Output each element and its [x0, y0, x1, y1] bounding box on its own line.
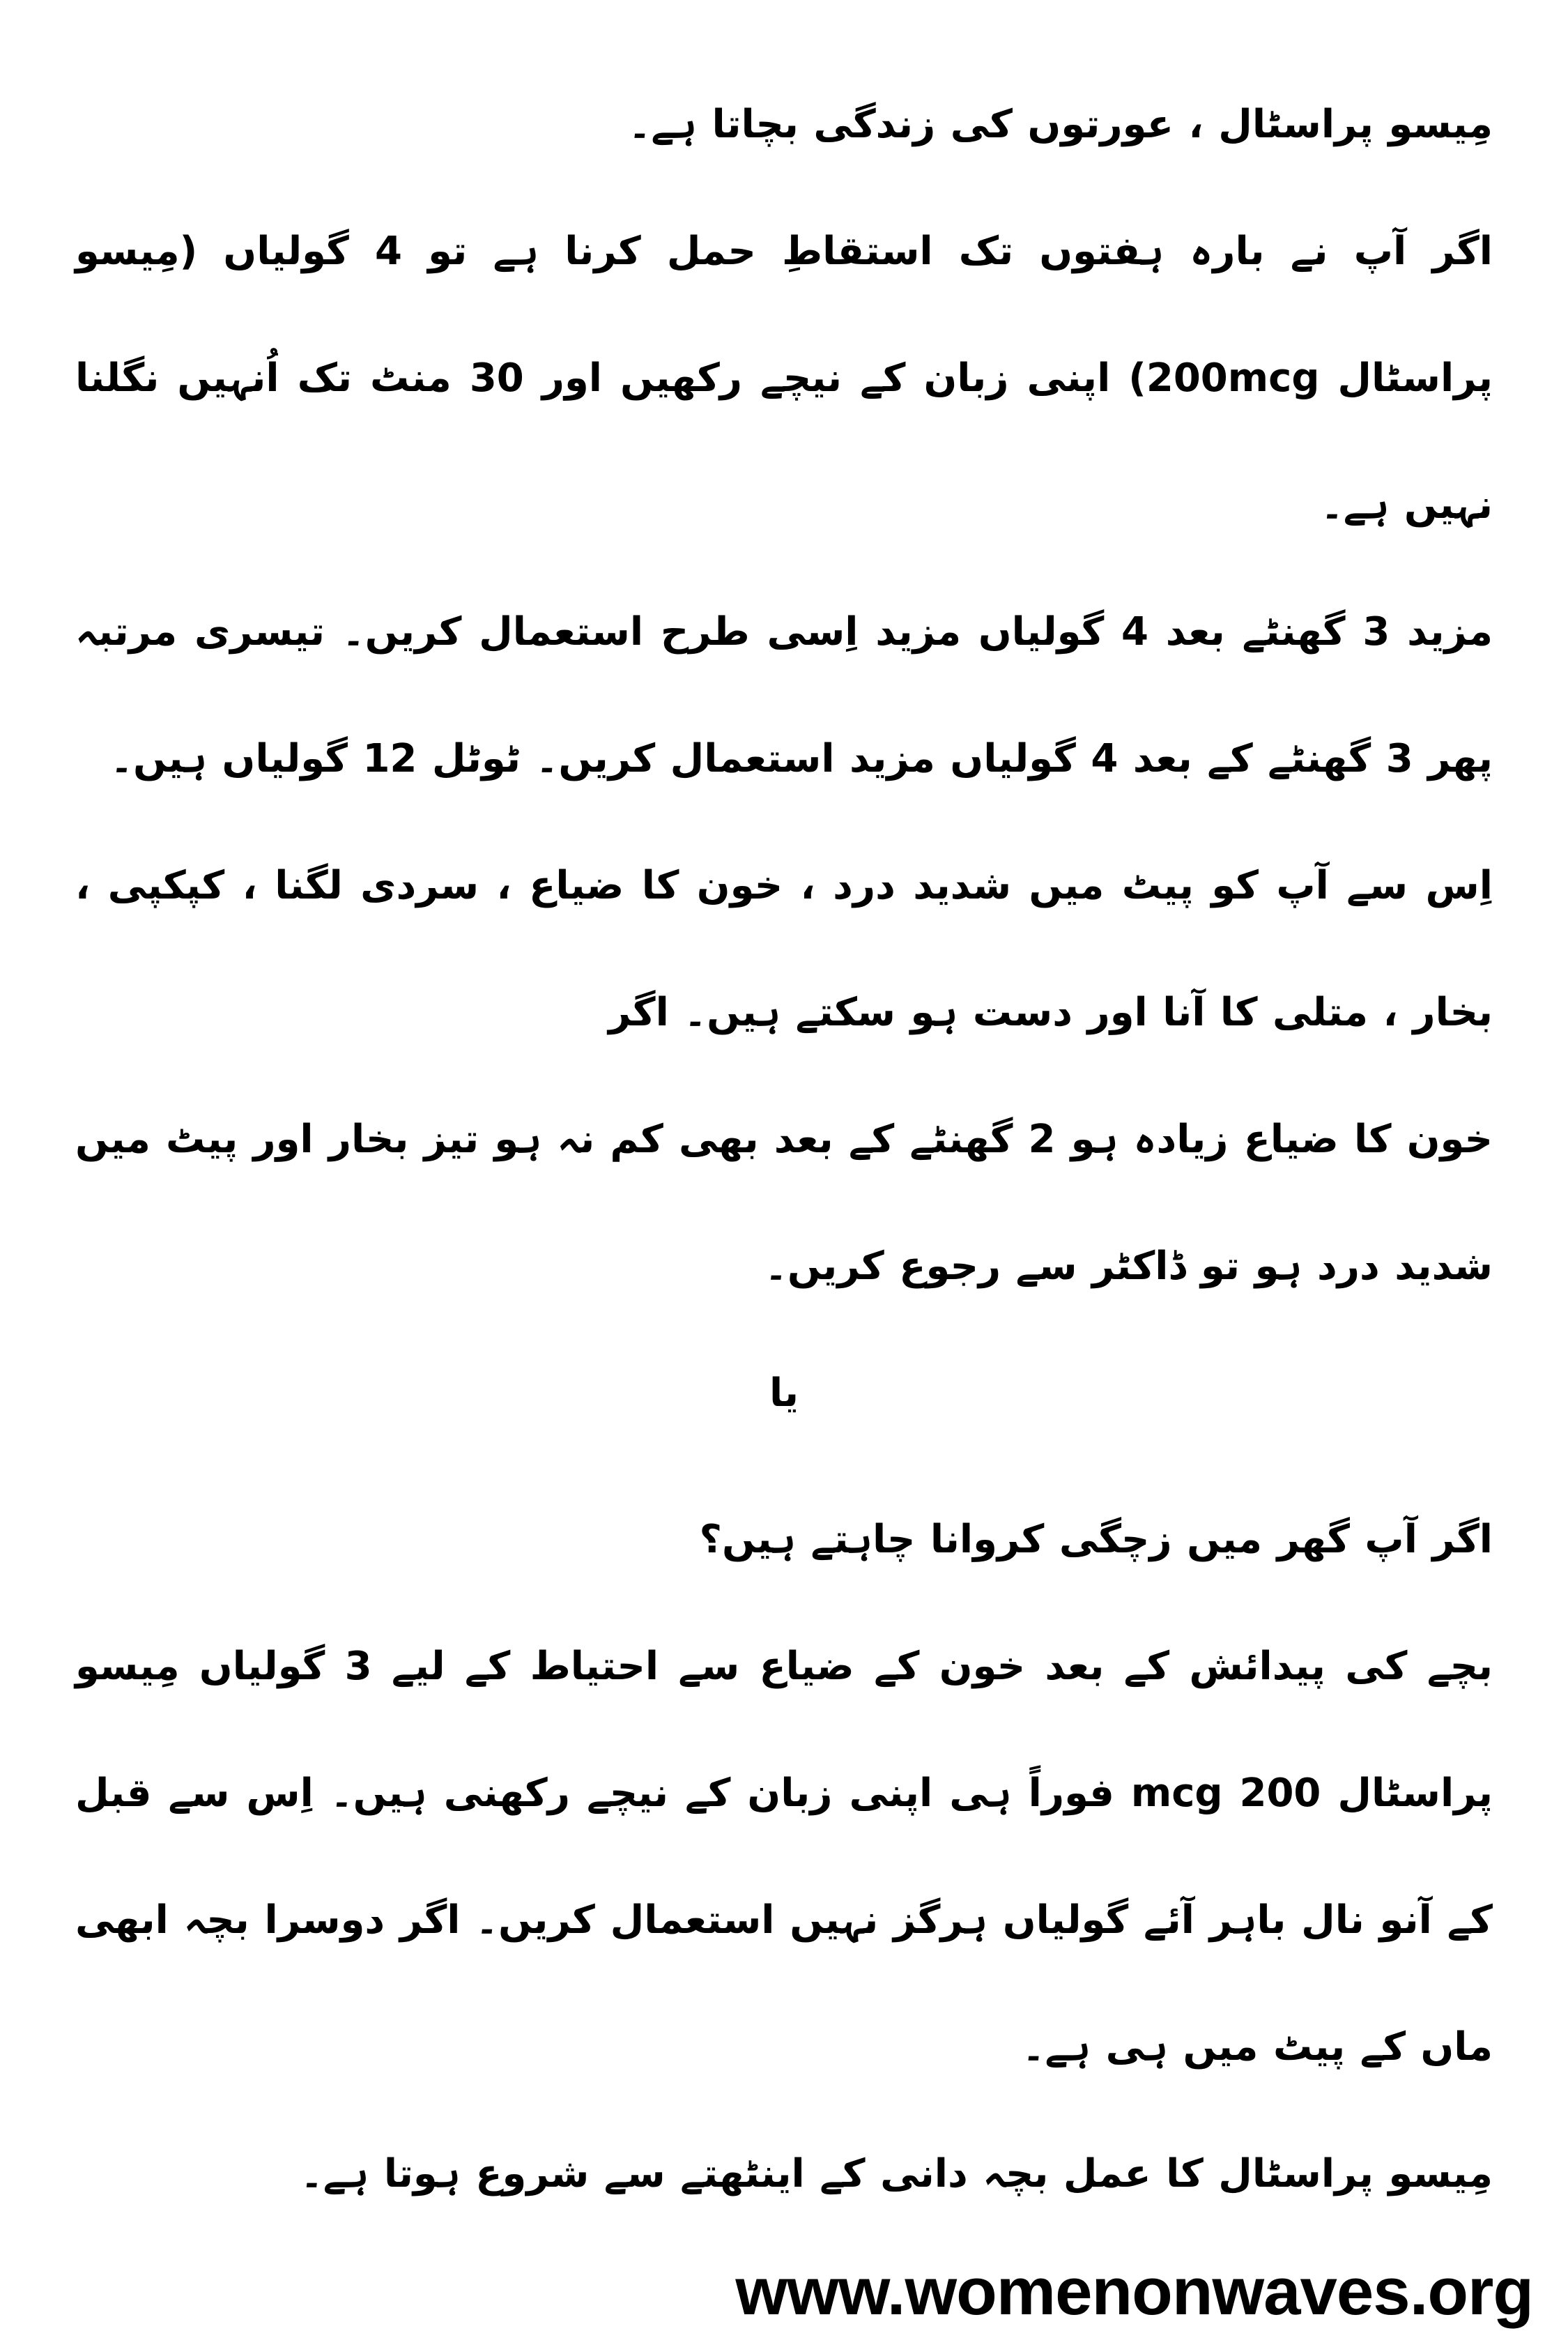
paragraph-side-effects: اِس سے آپ کو پیٹ میں شدید درد ، خون کا ضیاع ، سردی لگنا ، کپکپی ، بخار ، متلی کا آنا اور دست ہو سکتے ہیں۔ اگر: [75, 863, 1493, 1035]
paragraph-abortion-dose-step-1: اگر آپ نے بارہ ہفتوں تک استقاطِ حمل کرنا ہے تو 4 گولیاں (مِیسو پراسٹال 200mcg) اپنی زبان کے نیچے رکھیں اور 30 منٹ تک اُنہیں نگلنا نہیں ہے۔: [75, 229, 1493, 528]
paragraph-seek-doctor-warning: خون کا ضیاع زیادہ ہو 2 گھنٹے کے بعد بھی کم نہ ہو تیز بخار اور پیٹ میں شدید درد ہو تو ڈاکٹر سے رجوع کریں۔: [75, 1117, 1493, 1289]
paragraph-home-birth-question: اگر آپ گھر میں زچگی کروانا چاہتے ہیں؟: [699, 1517, 1493, 1562]
website-url: www.womenonwaves.org: [735, 2254, 1533, 2329]
paragraph-mechanism: مِیسو پراسٹال کا عمل بچہ دانی کے اینٹھتے سے شروع ہوتا ہے۔: [300, 2151, 1493, 2196]
paragraph-abortion-dose-step-2: مزید 3 گھنٹے بعد 4 گولیاں مزید اِسی طرح استعمال کریں۔ تیسری مرتبہ پھر 3 گھنٹے کے بعد 4 گولیاں مزید استعمال کریں۔ ٹوٹل 12 گولیاں ہیں۔: [75, 609, 1493, 781]
paragraph-postpartum-dose: بچے کی پیدائش کے بعد خون کے ضیاع سے احتیاط کے لیے 3 گولیاں مِیسو پراسٹال 200 mcg فوراً ہی اپنی زبان کے نیچے رکھنی ہیں۔ اِس سے قبل کے آنو نال باہر آئے گولیاں ہرگز نہیں استعمال کریں۔ اگر دوسرا بچہ ابھی ماں کے پیٹ میں ہی ہے۔: [75, 1644, 1493, 2070]
separator-or: یا: [769, 1370, 799, 1416]
paragraph-title: مِیسو پراسٹال ، عورتوں کی زندگی بچاتا ہے۔: [628, 102, 1493, 147]
